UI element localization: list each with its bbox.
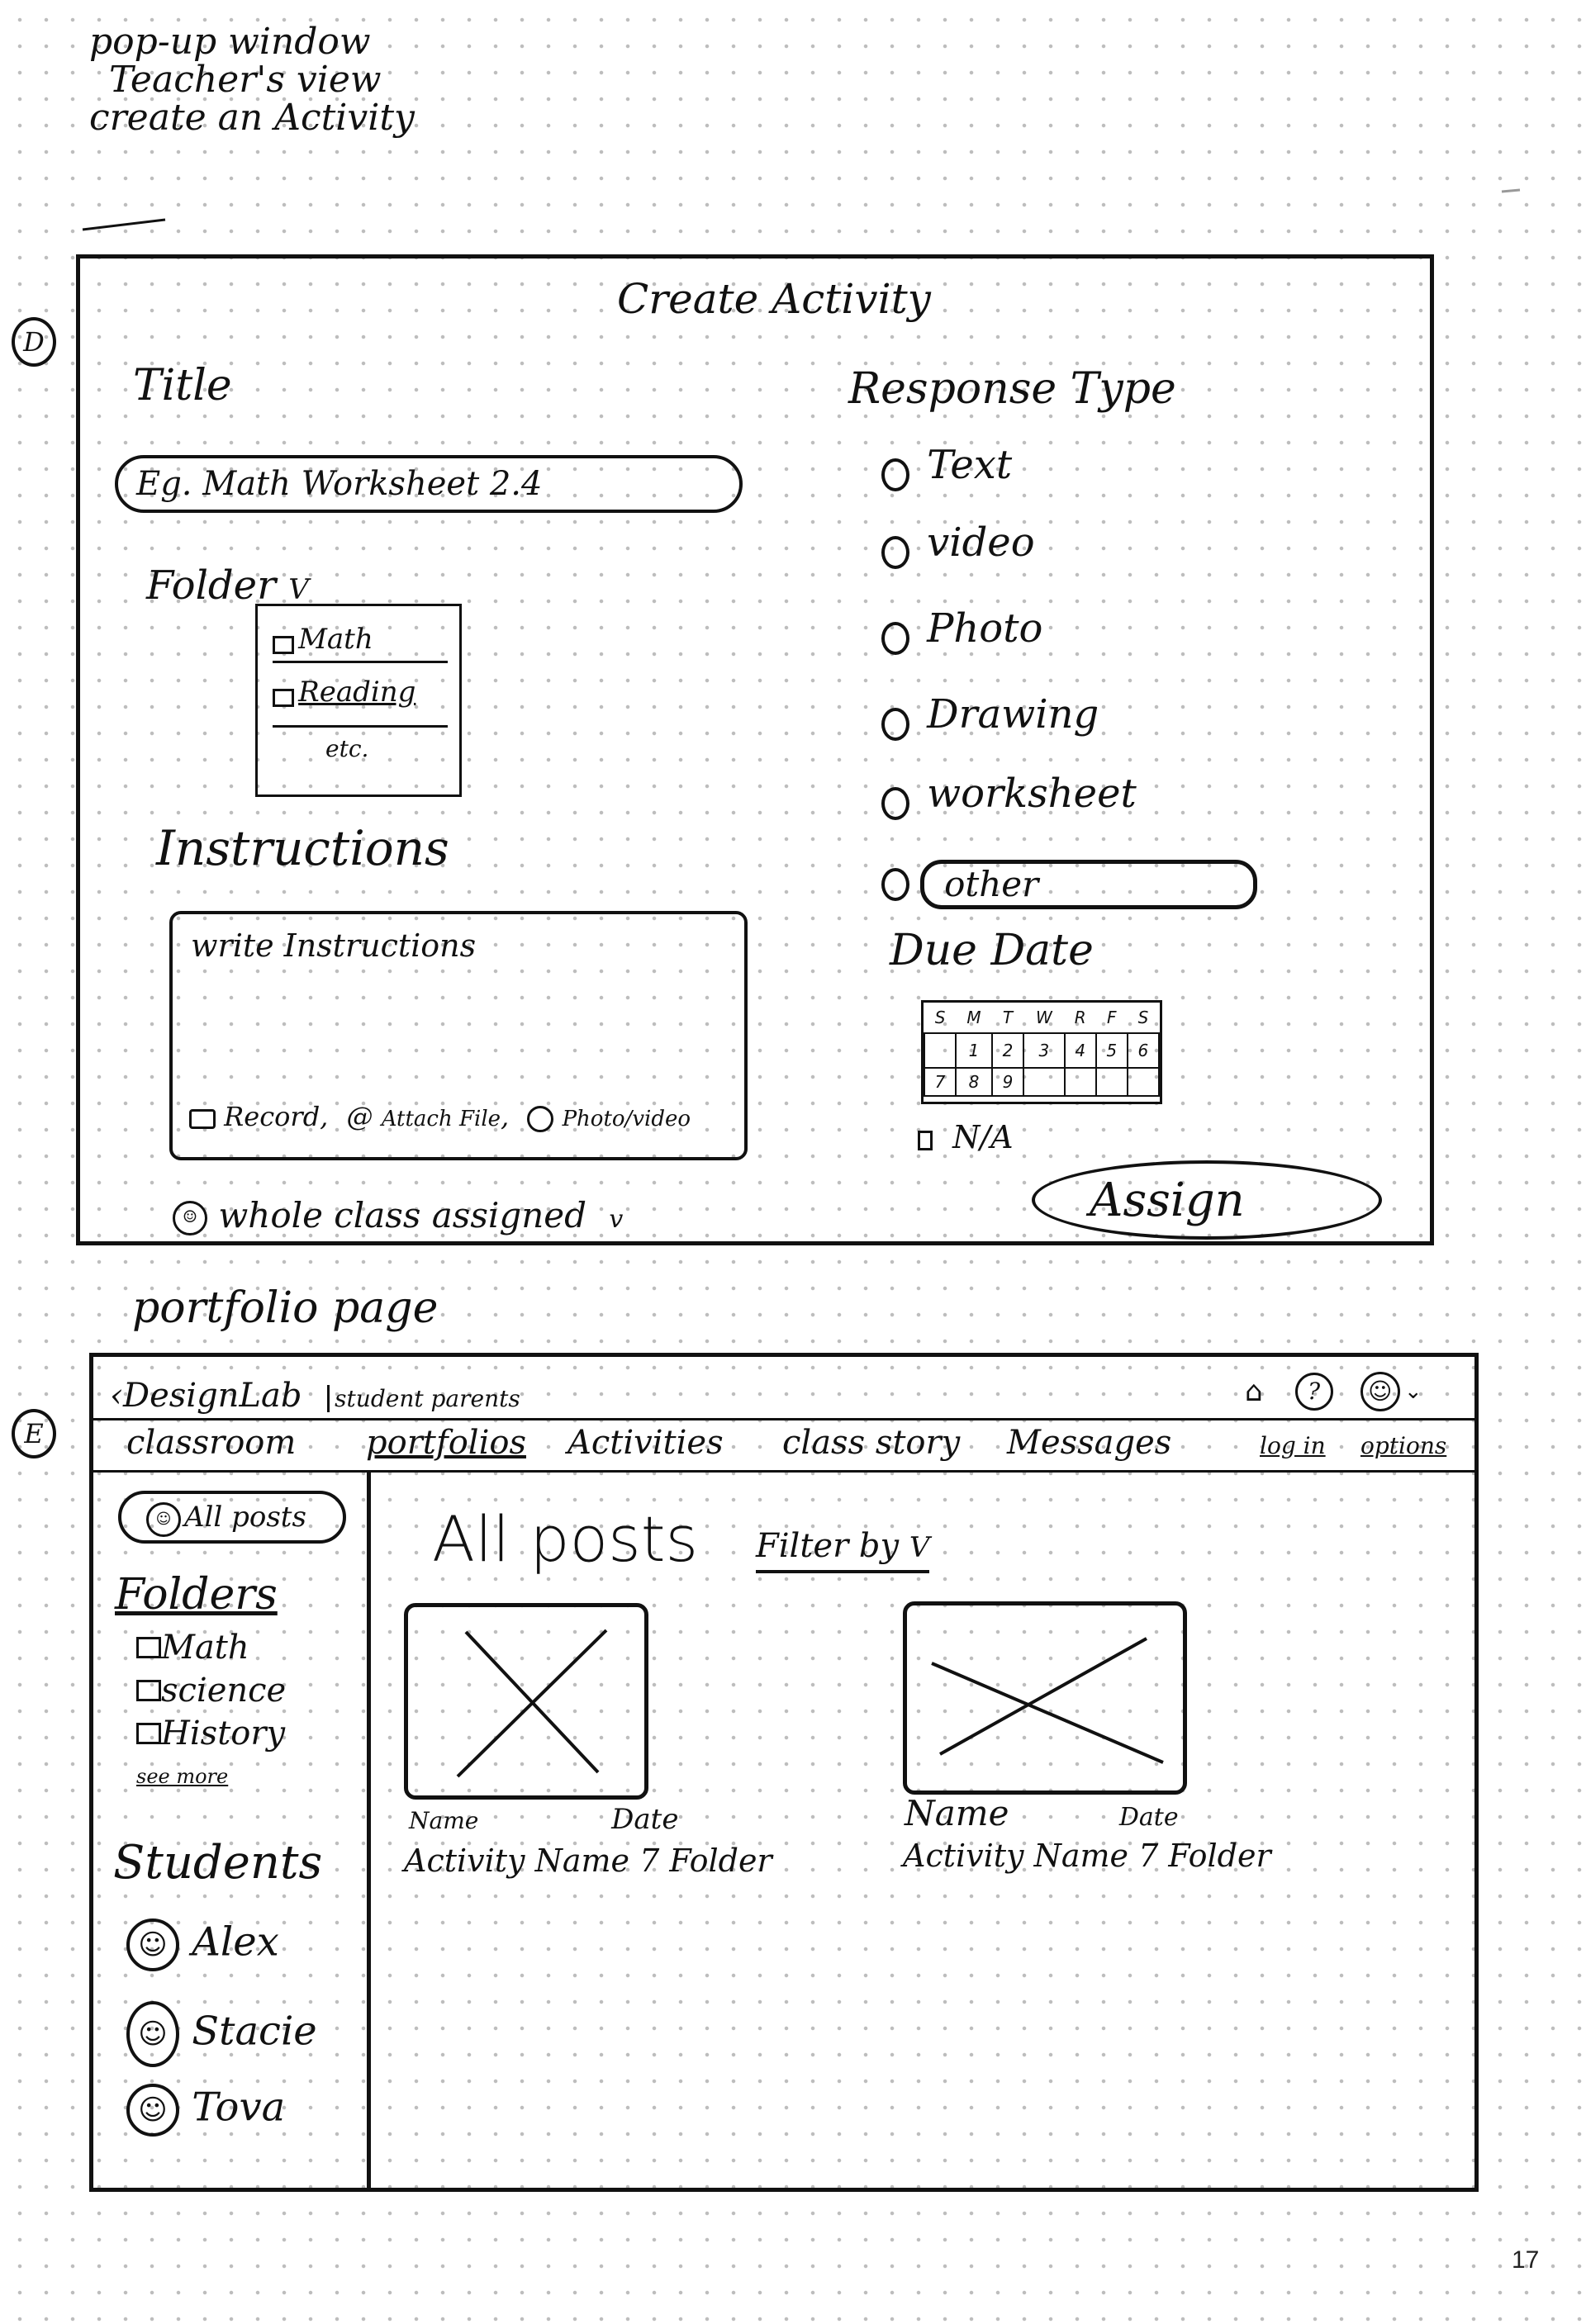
- profile-icon[interactable]: ☺: [1360, 1372, 1400, 1411]
- folder-icon: [273, 689, 294, 707]
- folder-icon: [136, 1680, 161, 1701]
- weekday: T: [1002, 1008, 1014, 1027]
- popup-title: Create Activity: [617, 275, 931, 323]
- day-cell[interactable]: 6: [1128, 1033, 1159, 1068]
- placeholder-x-icon: [408, 1607, 644, 1795]
- filter-dropdown[interactable]: [756, 1527, 929, 1573]
- other-input[interactable]: [920, 860, 1257, 909]
- weekday: S: [934, 1008, 946, 1027]
- day-cell[interactable]: 3: [1023, 1033, 1065, 1068]
- folder-icon: [273, 636, 294, 654]
- response-option-other[interactable]: [881, 860, 1257, 926]
- post-date: Date: [1118, 1803, 1179, 1832]
- section-e-marker: [12, 1409, 56, 1458]
- post-subtitle: Activity Name 7 Folder: [903, 1838, 1271, 1874]
- day-cell[interactable]: [1128, 1068, 1159, 1096]
- day-cell[interactable]: 1: [956, 1033, 992, 1068]
- folders-heading: Folders: [115, 1570, 278, 1620]
- response-option-drawing[interactable]: [881, 691, 1257, 771]
- due-date-label: Due Date: [890, 926, 1094, 975]
- folder-item-label: science: [161, 1672, 287, 1710]
- avatar-icon: ☺: [126, 2001, 179, 2067]
- weekday: F: [1107, 1008, 1117, 1027]
- app-logo[interactable]: DesignLab: [123, 1377, 302, 1415]
- instructions-placeholder: write Instructions: [191, 927, 477, 964]
- folder-option-label: Math: [298, 623, 373, 656]
- all-posts-icon: ☺: [146, 1502, 181, 1537]
- brand-bar: [110, 1377, 520, 1415]
- assignment-label: whole class assigned: [218, 1195, 586, 1236]
- response-option-label: Text: [927, 442, 1013, 488]
- marker-letter: D: [23, 326, 45, 358]
- section-d-marker: [12, 317, 56, 367]
- attach-file-button[interactable]: @ Attach File,: [346, 1101, 518, 1132]
- day-cell[interactable]: [1023, 1068, 1065, 1096]
- photo-video-button[interactable]: [527, 1101, 691, 1132]
- post-subtitle: Activity Name 7 Folder: [404, 1843, 772, 1879]
- response-type-label: Response Type: [848, 364, 1176, 414]
- record-button[interactable]: Record,: [189, 1101, 337, 1132]
- day-cell[interactable]: [1065, 1068, 1096, 1096]
- weekday: W: [1035, 1008, 1052, 1027]
- placeholder-x-icon: [907, 1605, 1183, 1790]
- student-name: Alex: [192, 1918, 279, 1966]
- response-type-options: [881, 442, 1257, 926]
- folder-option-math[interactable]: [273, 623, 448, 663]
- day-cell[interactable]: 9: [992, 1068, 1023, 1096]
- nav-options[interactable]: options: [1360, 1432, 1447, 1459]
- post-card[interactable]: [404, 1603, 850, 1879]
- record-icon: [189, 1109, 216, 1129]
- day-cell[interactable]: 5: [1096, 1033, 1128, 1068]
- radio-button[interactable]: [881, 708, 909, 741]
- note-line-1: pop-up window: [89, 21, 371, 63]
- na-checkbox[interactable]: [918, 1119, 1014, 1155]
- assignment-dropdown[interactable]: [173, 1195, 623, 1236]
- post-name: Name: [905, 1793, 1009, 1833]
- nav-class-story[interactable]: class story: [782, 1424, 961, 1462]
- radio-button[interactable]: [881, 458, 909, 491]
- weekday-row: [924, 1003, 1159, 1033]
- response-option-video[interactable]: [881, 519, 1257, 605]
- folder-item-label: Math: [161, 1629, 249, 1667]
- camera-icon: [527, 1106, 553, 1132]
- nav-classroom[interactable]: classroom: [126, 1424, 297, 1462]
- nav-log-in[interactable]: log in: [1260, 1432, 1326, 1459]
- weekday: R: [1074, 1008, 1086, 1027]
- chevron-down-icon[interactable]: V: [288, 573, 309, 606]
- all-posts-label: All posts: [184, 1501, 306, 1534]
- title-input-placeholder: Eg. Math Worksheet 2.4: [136, 465, 543, 503]
- title-input[interactable]: [115, 455, 743, 513]
- calendar-grid: [924, 1003, 1160, 1097]
- folder-option-more[interactable]: etc.: [325, 735, 369, 762]
- student-name: Stacie: [192, 2008, 317, 2055]
- radio-button[interactable]: [881, 536, 909, 569]
- folder-label-text: Folder: [146, 562, 277, 609]
- student-name: Tova: [192, 2084, 286, 2131]
- folders-list: [136, 1626, 286, 1798]
- weekday: S: [1137, 1008, 1149, 1027]
- post-date: Date: [611, 1803, 679, 1836]
- page-number: 17: [1512, 2246, 1540, 2274]
- response-option-text[interactable]: [881, 442, 1257, 519]
- see-more-link[interactable]: see more: [136, 1765, 229, 1788]
- folder-dropdown[interactable]: [255, 604, 462, 797]
- back-chevron-icon[interactable]: ‹: [110, 1377, 123, 1415]
- day-cell[interactable]: 2: [992, 1033, 1023, 1068]
- response-option-worksheet[interactable]: [881, 771, 1257, 860]
- filter-label: Filter by: [756, 1527, 900, 1565]
- help-icon[interactable]: ?: [1295, 1373, 1333, 1411]
- sidebar: [93, 1473, 371, 2188]
- day-cell[interactable]: 4: [1065, 1033, 1096, 1068]
- folder-item-science[interactable]: [136, 1669, 286, 1712]
- nav-portfolios[interactable]: portfolios: [366, 1424, 526, 1462]
- image-placeholder: [404, 1603, 648, 1800]
- student-item[interactable]: [126, 2084, 317, 2166]
- date-picker[interactable]: [921, 1000, 1162, 1104]
- week-row: [924, 1033, 1159, 1068]
- sketch-note: [89, 23, 415, 137]
- portfolio-page: [89, 1353, 1479, 2192]
- student-item[interactable]: [126, 2001, 317, 2084]
- nav-activities[interactable]: Activities: [567, 1424, 724, 1462]
- radio-button[interactable]: [881, 868, 909, 901]
- record-label: Record: [224, 1101, 321, 1132]
- folder-item-label: History: [161, 1715, 286, 1752]
- day-cell[interactable]: [1096, 1068, 1128, 1096]
- na-label: N/A: [952, 1119, 1014, 1155]
- chevron-down-icon: v: [609, 1205, 624, 1234]
- folder-item-history[interactable]: [136, 1712, 286, 1755]
- folder-icon: [136, 1723, 161, 1744]
- assign-button-label: Assign: [1090, 1174, 1245, 1227]
- post-name: Name: [409, 1807, 479, 1834]
- attach-file-label: Attach File: [381, 1107, 501, 1131]
- day-cell[interactable]: 7: [924, 1068, 956, 1096]
- portfolio-section-label: portfolio page: [132, 1283, 439, 1333]
- post-meta: [409, 1803, 678, 1836]
- image-placeholder: [903, 1601, 1187, 1795]
- instructions-label: Instructions: [156, 820, 449, 876]
- instructions-textarea[interactable]: [169, 911, 748, 1160]
- create-activity-popup: [76, 254, 1434, 1245]
- instructions-toolbar: [189, 1101, 691, 1132]
- paperclip-icon: @: [346, 1101, 373, 1132]
- response-option-label: Drawing: [927, 691, 1099, 738]
- title-label: Title: [133, 361, 232, 410]
- day-cell[interactable]: 8: [956, 1068, 992, 1096]
- day-cell[interactable]: [924, 1033, 956, 1068]
- folder-icon: [136, 1637, 161, 1658]
- chevron-down-icon: V: [909, 1531, 930, 1564]
- week-row: [924, 1068, 1159, 1096]
- folder-label: [146, 562, 309, 609]
- note-line-3: create an Activity: [89, 97, 415, 139]
- marker-letter: E: [24, 1418, 44, 1449]
- students-list: [126, 1918, 317, 2166]
- students-heading: Students: [113, 1836, 323, 1890]
- other-input-placeholder: other: [944, 864, 1039, 904]
- bell-icon[interactable]: ⌂: [1245, 1375, 1263, 1408]
- response-option-label: video: [927, 519, 1035, 566]
- response-option-label: Photo: [927, 605, 1043, 652]
- radio-button[interactable]: [881, 622, 909, 655]
- avatar-icon: ☺: [126, 1918, 179, 1971]
- note-underline: [0, 0, 1, 1]
- note-line-2: Teacher's view: [109, 59, 382, 101]
- smiley-icon: ☺: [173, 1201, 207, 1236]
- folder-option-reading[interactable]: [273, 676, 448, 728]
- photo-video-label: Photo/video: [562, 1107, 691, 1131]
- response-option-label: worksheet: [927, 771, 1137, 817]
- response-option-photo[interactable]: [881, 605, 1257, 691]
- student-item[interactable]: [126, 1918, 317, 2001]
- folder-option-label: Reading: [298, 676, 416, 709]
- account-switch[interactable]: student parents: [327, 1385, 520, 1412]
- weekday: M: [966, 1008, 981, 1027]
- avatar-icon: ☺: [126, 2084, 179, 2137]
- post-meta: [905, 1793, 1179, 1833]
- chevron-down-icon[interactable]: ⌄: [1403, 1379, 1422, 1404]
- assign-button[interactable]: [1032, 1160, 1382, 1240]
- folder-item-math[interactable]: [136, 1626, 286, 1669]
- main-title: All posts: [432, 1502, 699, 1576]
- checkbox-icon: [918, 1131, 933, 1150]
- top-icons: [1245, 1372, 1422, 1411]
- nav-messages[interactable]: Messages: [1007, 1424, 1172, 1462]
- all-posts-button[interactable]: [118, 1491, 346, 1544]
- post-card[interactable]: [903, 1601, 1365, 1874]
- nav-bar: [93, 1418, 1474, 1473]
- radio-button[interactable]: [881, 787, 909, 820]
